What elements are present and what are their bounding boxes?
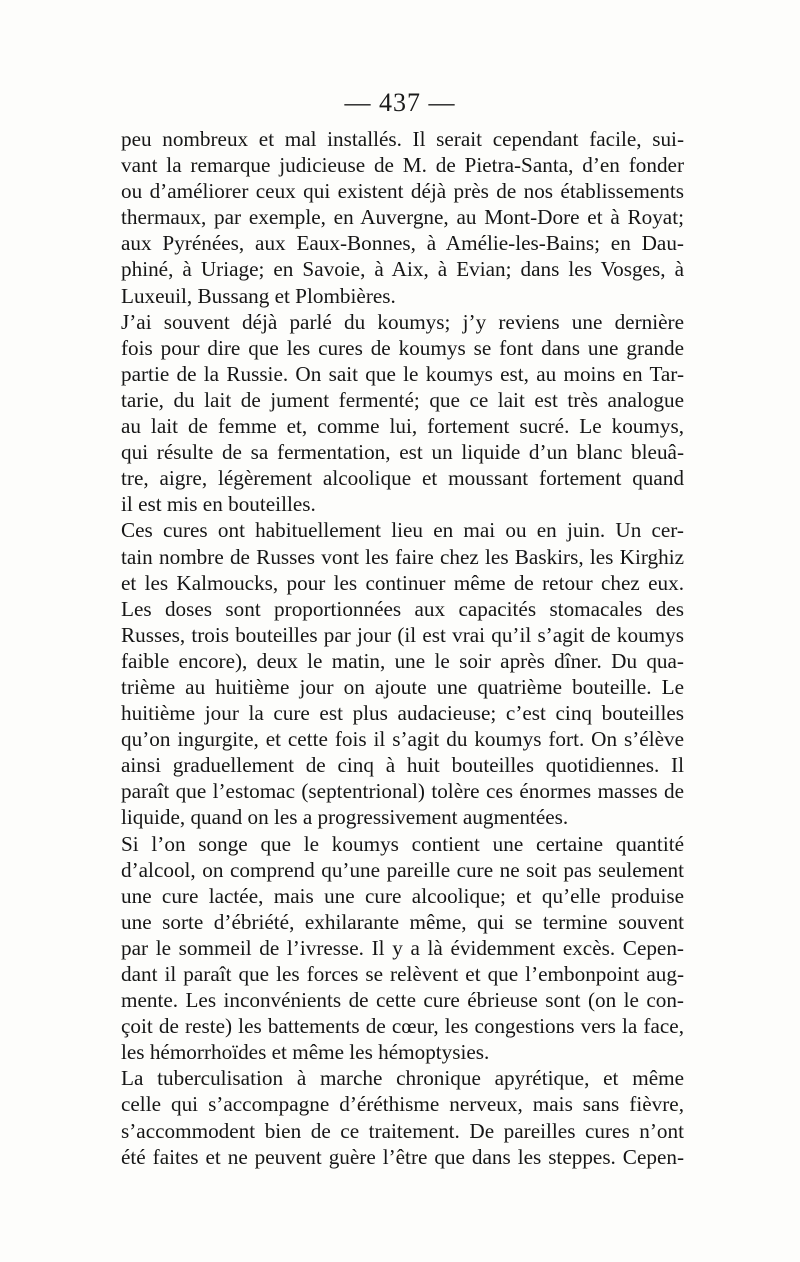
text-line: au lait de femme et, comme lui, fortement sucré. Le koumys, (121, 414, 684, 439)
text-line: huitième jour la cure est plus audacieuse; c’est cinq bouteilles (121, 701, 684, 726)
text-line: tain nombre de Russes vont les faire chez les Baskirs, les Kirghiz (121, 544, 684, 569)
text-line: mente. Les inconvénients de cette cure ébrieuse sont (on le con- (121, 988, 684, 1013)
text-line: Russes, trois bouteilles par jour (il est vrai qu’il s’agit de koumys (121, 622, 684, 647)
text-line: vant la remarque judicieuse de M. de Pietra-Santa, d’en fonder (121, 153, 684, 178)
text-line: Si l’on songe que le koumys contient une certaine quantité (121, 831, 684, 856)
text-line: peu nombreux et mal installés. Il serait cependant facile, sui- (121, 127, 684, 151)
text-line: çoit de reste) les battements de cœur, les congestions vers la face, (121, 1014, 684, 1039)
page-number: — 437 — (344, 88, 456, 117)
text-line: Ces cures ont habituellement lieu en mai ou en juin. Un cer- (121, 518, 684, 543)
text-line: Luxeuil, Bussang et Plombières. (121, 283, 396, 308)
text-line: partie de la Russie. On sait que le koumys est, au moins en Tar- (121, 361, 684, 386)
text-line: qu’on ingurgite, et cette fois il s’agit du koumys fort. On s’élève (121, 727, 684, 752)
text-line: tarie, du lait de jument fermenté; que ce lait est très analogue (121, 387, 684, 412)
text-line: une sorte d’ébriété, exhilarante même, qui se termine souvent (121, 909, 684, 934)
text-line: par le sommeil de l’ivresse. Il y a là évidemment excès. Cepen- (121, 935, 684, 960)
text-line: fois pour dire que les cures de koumys se font dans une grande (121, 335, 684, 360)
text-line: faible encore), deux le matin, une le soir après dîner. Du qua- (121, 648, 684, 673)
text-line: il est mis en bouteilles. (121, 492, 316, 517)
text-line: thermaux, par exemple, en Auvergne, au Mont-Dore et à Royat; (121, 205, 684, 230)
text-line: été faites et ne peuvent guère l’être que dans les steppes. Cepen- (121, 1144, 684, 1169)
text-line: s’accommodent bien de ce traitement. De pareilles cures n’ont (121, 1118, 684, 1143)
text-line: J’ai souvent déjà parlé du koumys; j’y reviens une dernière (121, 309, 684, 334)
text-line: paraît que l’estomac (septentrional) tolère ces énormes masses de (121, 779, 684, 804)
text-line: dant il paraît que les forces se relèvent et que l’embonpoint aug- (121, 962, 684, 986)
text-line: ainsi graduellement de cinq à huit bouteilles quotidiennes. Il (121, 753, 684, 778)
text-line: et les Kalmoucks, pour les continuer même de retour chez eux. (121, 570, 684, 595)
text-line: une cure lactée, mais une cure alcoolique; et qu’elle produise (121, 883, 684, 908)
text-line: aux Pyrénées, aux Eaux-Bonnes, à Amélie-les-Bains; en Dau- (121, 231, 684, 256)
text-line: Les doses sont proportionnées aux capacités stomacales des (121, 596, 684, 621)
text-line: ou d’améliorer ceux qui existent déjà près de nos établissements (121, 179, 684, 204)
text-line: liquide, quand on les a progressivement augmentées. (121, 805, 569, 830)
text-line: tre, aigre, légèrement alcoolique et moussant fortement quand (121, 466, 684, 491)
text-line: celle qui s’accompagne d’éréthisme nerveux, mais sans fièvre, (121, 1092, 684, 1117)
text-line: La tuberculisation à marche chronique apyrétique, et même (121, 1066, 684, 1091)
text-line: phiné, à Uriage; en Savoie, à Aix, à Evian; dans les Vosges, à (121, 257, 684, 282)
body-text (121, 126, 684, 1170)
text-line: trième au huitième jour on ajoute une quatrième bouteille. Le (121, 674, 684, 699)
text-line: qui résulte de sa fermentation, est un liquide d’un blanc bleuâ- (121, 440, 684, 465)
text-line: d’alcool, on comprend qu’une pareille cure ne soit pas seulement (121, 857, 684, 882)
text-line: les hémorrhoïdes et même les hémoptysies. (121, 1040, 490, 1065)
